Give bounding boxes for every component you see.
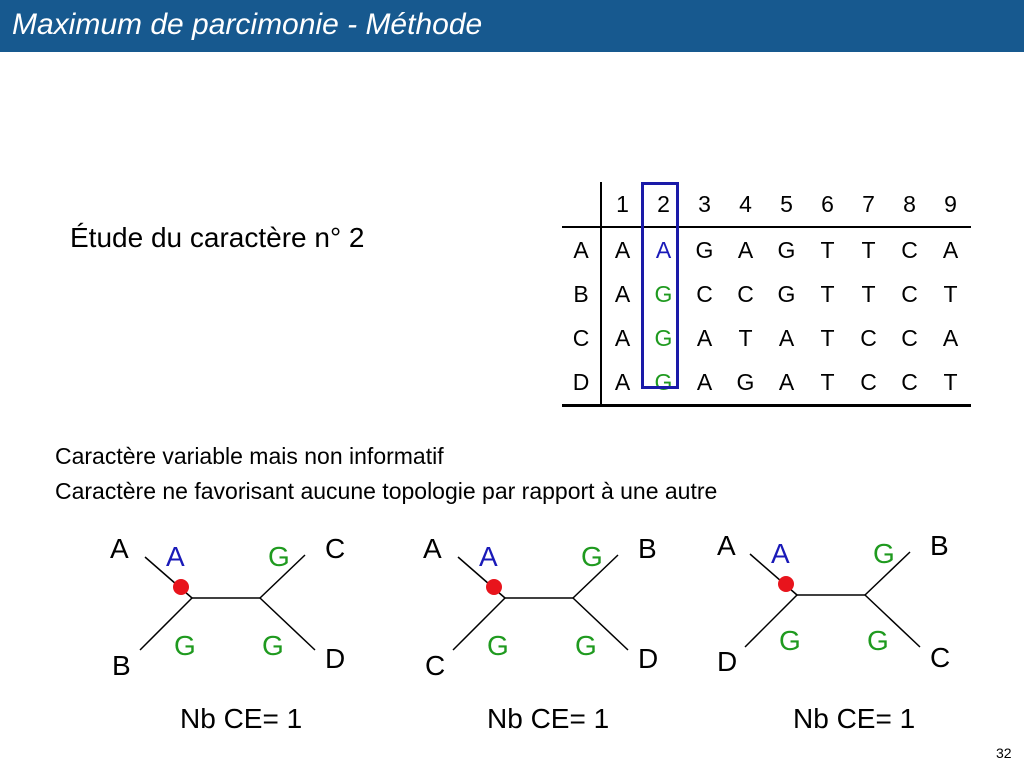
matrix-cell: A [942,236,959,263]
matrix-cell: G [695,236,714,263]
state-bottom-left: G [174,630,196,661]
matrix-cell-highlighted: G [643,360,684,406]
matrix-header-cell: 7 [848,182,889,227]
tree-3 [705,522,995,752]
matrix-cell: C [901,280,918,307]
change-count: Nb CE= 1 [487,703,610,734]
matrix-cell: G [725,360,766,406]
matrix-header-row [562,182,971,227]
taxon-bottom-left: B [112,650,131,681]
matrix-row-c [562,316,971,360]
change-count: Nb CE= 1 [793,703,916,734]
matrix-cell: T [820,324,835,351]
note-variable: Caractère variable mais non informatif [55,443,444,469]
matrix-header-cell: 3 [684,182,725,227]
change-marker [486,579,502,595]
taxon-bottom-right: C [930,642,951,673]
state-bottom-left: G [487,630,509,661]
change-marker [778,576,794,592]
matrix-cell: G [777,280,796,307]
state-top-left: A [771,538,790,569]
matrix-header-cell: 5 [766,182,807,227]
state-top-left: A [479,541,498,572]
row-label: D [562,360,601,406]
matrix-cell: C [901,324,918,351]
matrix-cell: C [737,280,754,307]
row-label: C [562,316,601,360]
matrix-cell: T [807,360,848,406]
matrix-header-cell: 6 [807,182,848,227]
slide-title: Maximum de parcimonie - Méthode [12,8,483,41]
change-count: Nb CE= 1 [180,703,303,734]
matrix-cell: T [738,324,753,351]
note-topology: Caractère ne favorisant aucune topologie par rapport à une autre [55,478,718,504]
page-number: 32 [996,745,1012,761]
matrix-cell: T [820,236,835,263]
state-top-right: G [268,541,290,572]
matrix-cell: C [848,360,889,406]
taxon-top-right: B [638,533,657,564]
matrix-header-cell: 2 [643,182,684,227]
matrix-header-cell: 9 [930,182,971,227]
state-top-left: A [166,541,185,572]
matrix-cell: A [766,360,807,406]
matrix-corner [562,182,601,227]
tree-1 [100,525,390,755]
matrix-cell: A [942,324,959,351]
row-label: B [562,272,601,316]
matrix-cell: C [901,236,918,263]
taxon-top-left: A [110,533,129,564]
matrix-cell: T [861,280,876,307]
matrix-cell: T [943,280,958,307]
matrix-row-d [562,360,971,406]
matrix-cell: T [930,360,971,406]
matrix-cell: A [601,360,643,406]
sequence-matrix [562,182,971,407]
matrix-cell: G [777,236,796,263]
state-top-right: G [873,538,895,569]
taxon-top-left: A [717,530,736,561]
change-marker [173,579,189,595]
taxon-top-right: C [325,533,346,564]
taxon-bottom-left: C [425,650,446,681]
matrix-header-cell: 1 [601,182,643,227]
matrix-cell-highlighted: A [655,236,672,263]
state-bottom-right: G [575,630,597,661]
matrix-row-b [562,272,971,316]
matrix-cell: T [861,236,876,263]
column-highlight-box [641,182,679,389]
matrix-cell: A [737,236,754,263]
matrix-cell: A [778,324,795,351]
matrix-row-a [562,227,971,272]
matrix-cell: A [696,324,713,351]
matrix-cell-highlighted: G [654,280,673,307]
matrix-cell: C [889,360,930,406]
matrix-cell: A [614,236,631,263]
taxon-top-left: A [423,533,442,564]
character-subject: Étude du caractère n° 2 [70,222,365,253]
matrix-cell: A [614,324,631,351]
title-bar [0,0,1024,52]
taxon-bottom-right: D [325,643,346,674]
tree-2 [413,525,703,755]
state-bottom-left: G [779,625,801,656]
matrix-cell: A [614,280,631,307]
matrix-header-cell: 4 [725,182,766,227]
state-top-right: G [581,541,603,572]
matrix-header-cell: 8 [889,182,930,227]
state-bottom-right: G [867,625,889,656]
matrix-cell-highlighted: G [654,324,673,351]
taxon-bottom-right: D [638,643,659,674]
matrix-cell: T [820,280,835,307]
matrix-cell: C [696,280,713,307]
row-label: A [562,227,601,272]
matrix-cell: C [860,324,877,351]
taxon-top-right: B [930,530,949,561]
taxon-bottom-left: D [717,646,738,677]
matrix-cell: A [684,360,725,406]
state-bottom-right: G [262,630,284,661]
